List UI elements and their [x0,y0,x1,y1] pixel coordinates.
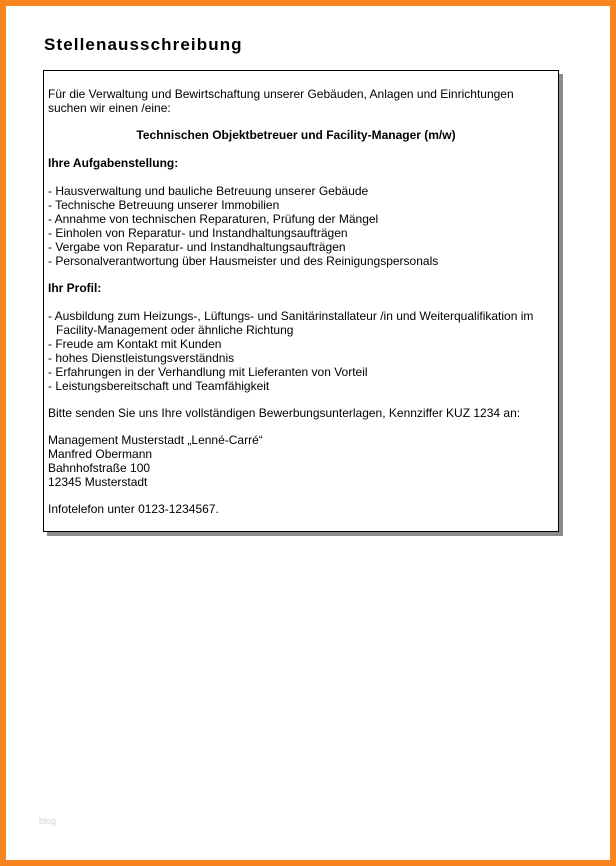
tasks-list [48,184,544,268]
task-item: - Personalverantwortung über Hausmeister und des Reinigungspersonals [48,254,544,268]
job-ad-box [43,70,559,532]
address-contact: Manfred Obermann [48,447,153,461]
profile-item: - Freude am Kontakt mit Kunden [48,337,544,351]
address-street: Bahnhofstraße 100 [48,461,151,475]
task-item: - Technische Betreuung unserer Immobilien [48,198,544,212]
task-item: - Hausverwaltung und bauliche Betreuung unserer Gebäude [48,184,544,198]
profile-heading: Ihr Profil: [48,281,102,295]
profile-item: - hohes Dienstleistungsverständnis [48,351,544,365]
intro-text: Für die Verwaltung und Bewirtschaftung unserer Gebäuden, Anlagen und Einrichtungen suchen wir einen /eine: [48,87,514,115]
task-item: - Annahme von technischen Reparaturen, Prüfung der Mängel [48,212,544,226]
address-block [48,433,544,489]
position-title: Technischen Objektbetreuer und Facility-Manager (m/w) [136,128,456,142]
tasks-heading: Ihre Aufgabenstellung: [48,156,179,170]
profile-item: - Leistungsbereitschaft und Teamfähigkeit [48,379,544,393]
profile-item: - Ausbildung zum Heizungs-, Lüftungs- und Sanitärinstallateur /in und Weiterqualifikation im Facility-Management oder ähnliche Richtung [48,309,544,337]
task-item: - Vergabe von Reparatur- und Instandhaltungsaufträgen [48,240,544,254]
profile-item: - Erfahrungen in der Verhandlung mit Lieferanten von Vorteil [48,365,544,379]
page-title: Stellenausschreibung [44,35,243,54]
info-phone: Infotelefon unter 0123-1234567. [48,502,219,516]
address-city: 12345 Musterstadt [48,475,148,489]
address-company: Management Musterstadt „Lenné-Carré“ [48,433,263,447]
task-item: - Einholen von Reparatur- und Instandhaltungsaufträgen [48,226,544,240]
apply-text: Bitte senden Sie uns Ihre vollständigen Bewerbungsunterlagen, Kennziffer KUZ 1234 an: [48,406,521,420]
profile-list [48,309,544,393]
watermark: blog [39,816,57,826]
